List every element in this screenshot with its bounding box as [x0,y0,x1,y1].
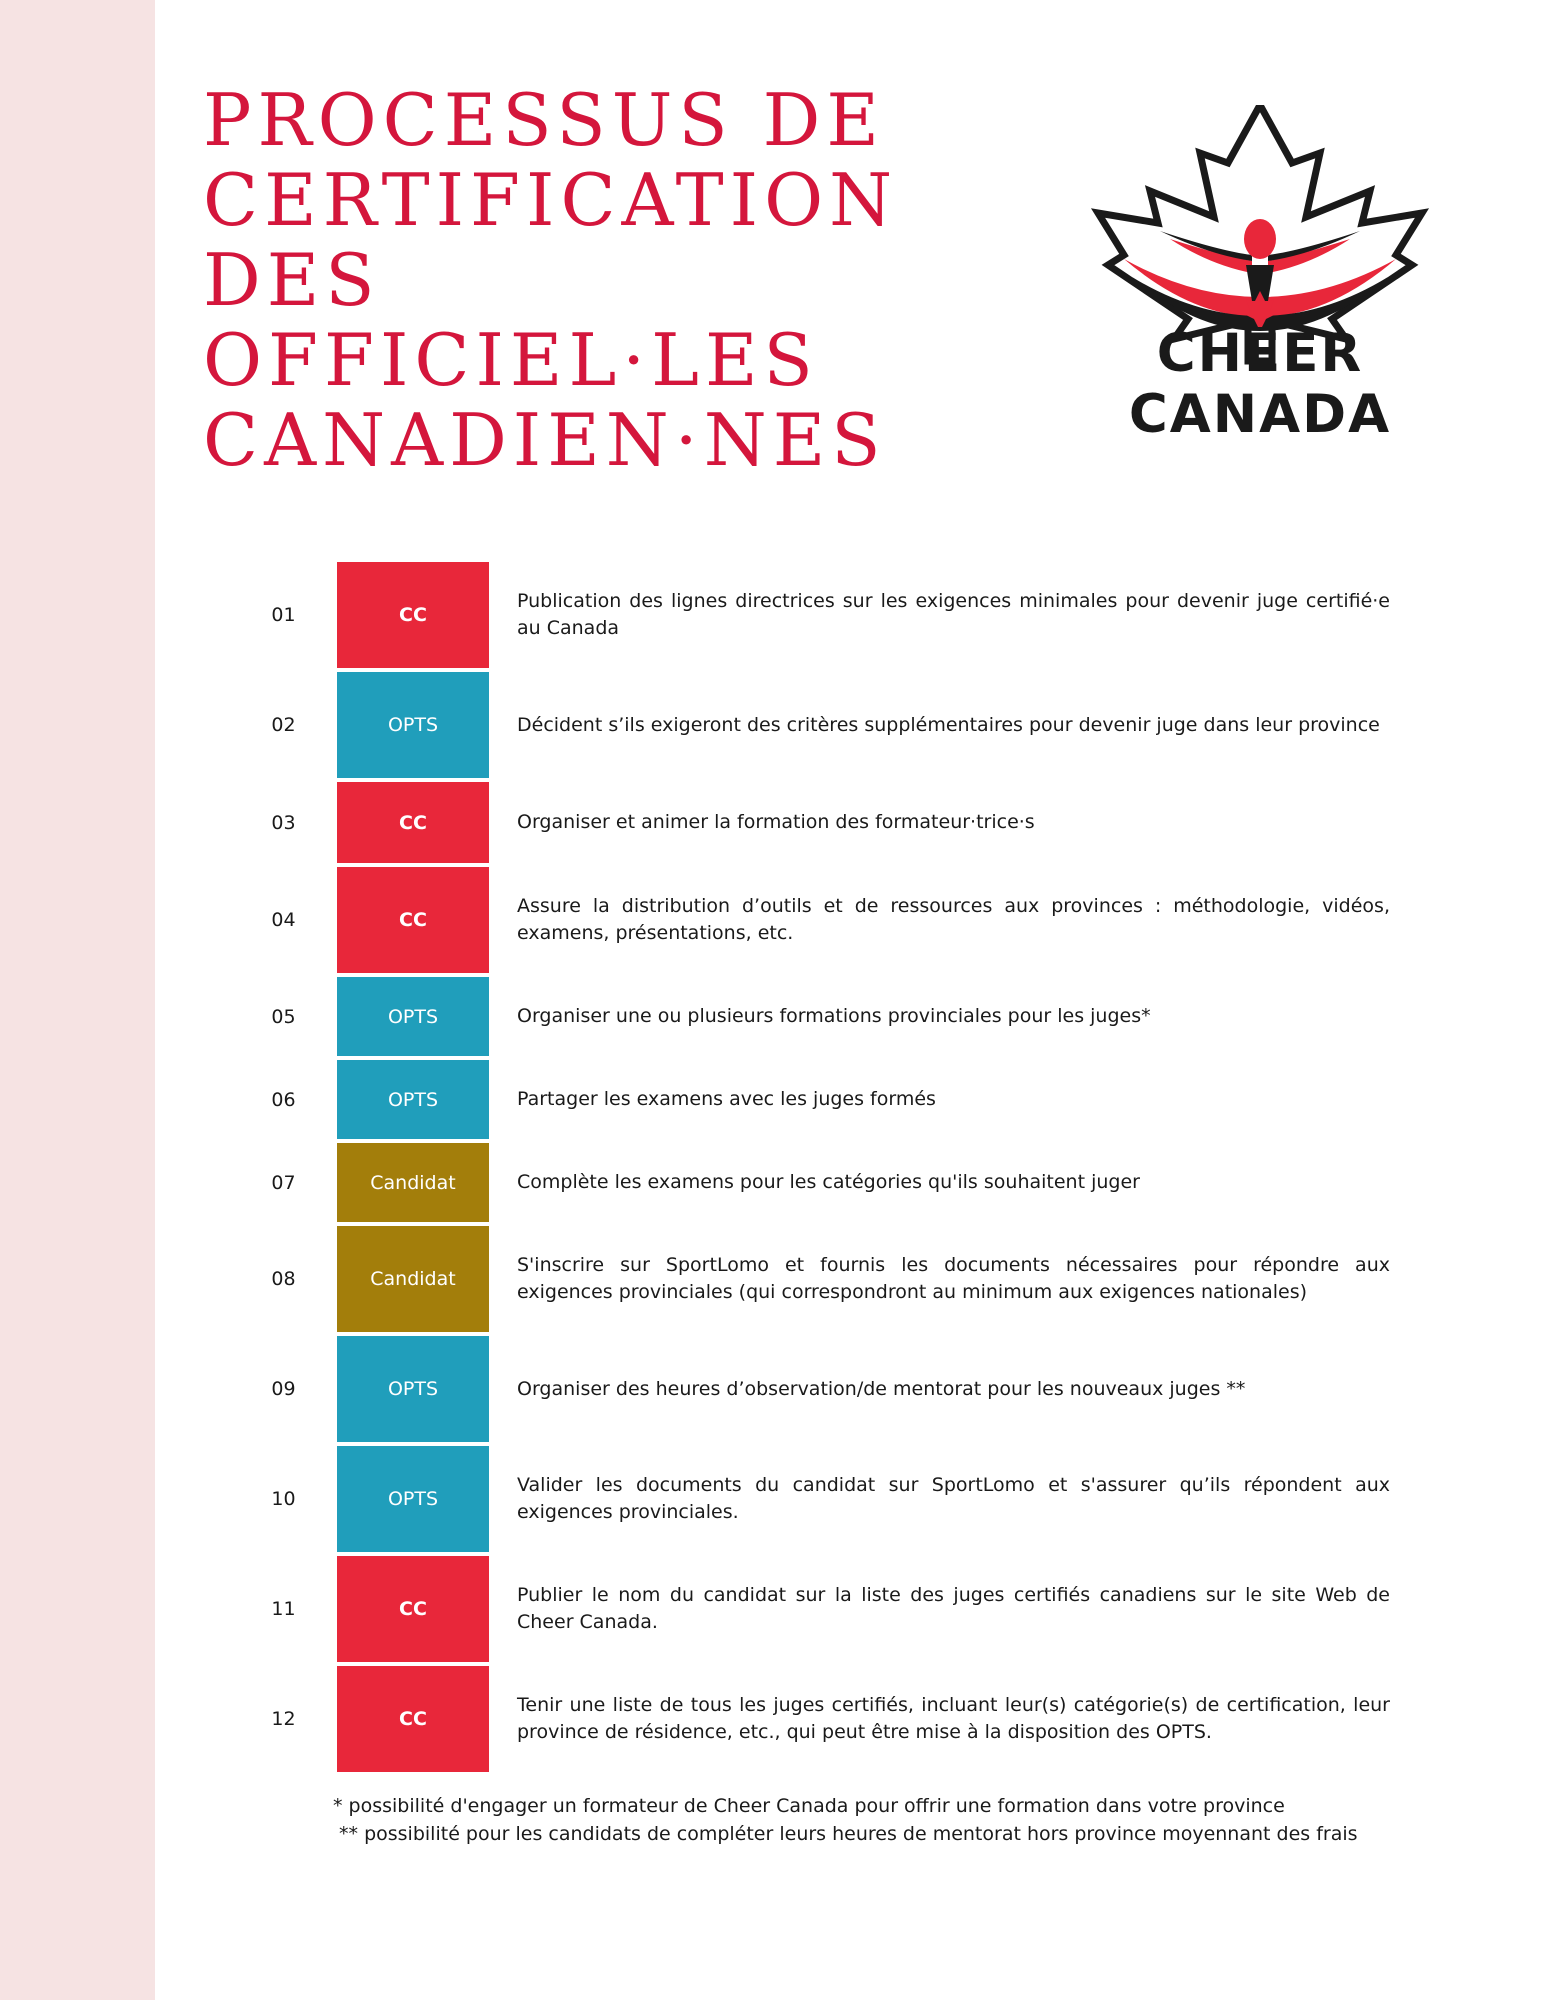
step-description: Organiser et animer la formation des formateur·trice·s [517,811,1035,833]
actor-tag: CC [337,782,489,863]
step-row [230,1446,1390,1552]
step-number: 10 [271,1488,296,1510]
step-row [230,562,1390,668]
title-line: CERTIFICATION [203,158,899,242]
actor-tag: CC [337,1666,489,1772]
step-row [230,1060,1390,1139]
title-line: CANADIEN·NES [203,398,887,482]
actor-tag: OPTS [337,977,489,1056]
step-row [230,977,1390,1056]
footnotes [333,1792,1358,1848]
step-row [230,1556,1390,1662]
title-line: OFFICIEL·LES [203,318,819,402]
step-description: Valider les documents du candidat sur SportLomo et s'assurer qu’ils répondent aux exigences provinciales. [517,1474,1390,1523]
actor-tag: OPTS [337,1336,489,1442]
actor-tag: CC [337,562,489,668]
step-description: Tenir une liste de tous les juges certifiés, incluant leur(s) catégorie(s) de certification, leur province de résidence, etc., qui peut être mise à la disposition des OPTS. [517,1694,1390,1743]
step-number: 02 [271,714,296,736]
step-number: 01 [271,604,296,626]
footnote: * possibilité d'engager un formateur de Cheer Canada pour offrir une formation dans votre province [333,1795,1285,1817]
actor-tag: Candidat [337,1143,489,1222]
step-number: 05 [271,1005,296,1028]
actor-tag: CC [337,867,489,973]
actor-tag: CC [337,1556,489,1662]
step-row [230,867,1390,973]
step-row [230,1666,1390,1772]
step-number: 09 [271,1378,296,1400]
step-description: Organiser des heures d’observation/de mentorat pour les nouveaux juges ** [517,1377,1246,1400]
title-line: DES [203,238,381,322]
step-number: 07 [271,1171,296,1194]
step-description: Complète les examens pour les catégories qu'ils souhaitent juger [517,1171,1140,1193]
step-number: 11 [271,1598,296,1620]
page-title [203,80,898,480]
actor-tag: Candidat [337,1226,489,1332]
step-row [230,672,1390,778]
title-line: PROCESSUS DE [203,78,885,162]
cheer-canada-logo [1020,105,1500,445]
step-description: Organiser une ou plusieurs formations provinciales pour les juges* [517,1005,1151,1027]
step-row [230,1336,1390,1442]
step-description: Partager les examens avec les juges formés [517,1088,936,1110]
step-description: S'inscrire sur SportLomo et fournis les documents nécessaires pour répondre aux exigences provinciales (qui correspondront au minimum aux exigences nationales) [517,1254,1390,1303]
step-description: Publication des lignes directrices sur les exigences minimales pour devenir juge certifié·e au Canada [517,590,1390,639]
step-number: 08 [271,1268,296,1290]
step-number: 04 [271,909,296,931]
step-description: Publier le nom du candidat sur la liste des juges certifiés canadiens sur le site Web de Cheer Canada. [517,1584,1390,1633]
actor-tag: OPTS [337,1060,489,1139]
step-row [230,1226,1390,1332]
process-steps [230,562,1390,1776]
footnote: ** possibilité pour les candidats de compléter leurs heures de mentorat hors province moyennant des frais [333,1823,1358,1845]
step-number: 03 [271,811,296,834]
logo-text: CHEER CANADA [1128,323,1392,445]
step-row [230,1143,1390,1222]
step-number: 06 [271,1088,296,1111]
step-description: Assure la distribution d’outils et de ressources aux provinces : méthodologie, vidéos, examens, présentations, etc. [517,895,1390,944]
left-decorative-band [0,0,155,2000]
actor-tag: OPTS [337,672,489,778]
step-description: Décident s’ils exigeront des critères supplémentaires pour devenir juge dans leur province [517,713,1380,736]
step-row [230,782,1390,863]
actor-tag: OPTS [337,1446,489,1552]
step-number: 12 [271,1708,296,1730]
